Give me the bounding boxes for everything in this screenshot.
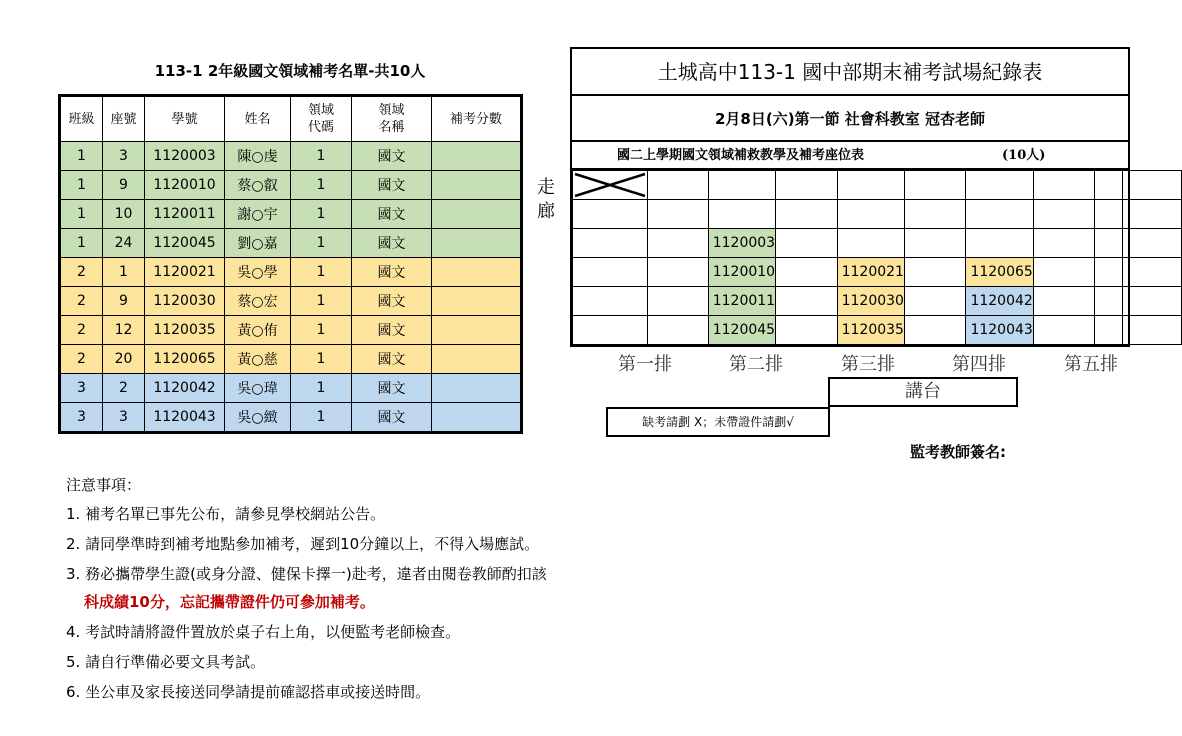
cell-seat: 3 [103,403,145,432]
header-student-id: 學號 [145,97,225,142]
row-label-3: 第三排 [841,354,895,375]
header-domain-code: 領域 代碼 [291,97,352,142]
seat-cell [1033,171,1095,200]
cell-name: 吳○學 [225,258,291,287]
seat-cell-occupied: 1120045 [708,316,775,345]
table-row [61,316,521,345]
table-row [61,200,521,229]
seat-cell [904,316,966,345]
note-item-1: 1. 補考名單已事先公布，請參見學校網站公告。 [66,505,386,523]
seat-cell [1095,171,1122,200]
cell-student-id: 1120021 [145,258,225,287]
seat-cell [904,229,966,258]
seat-cell [1095,258,1122,287]
seating-title [572,142,1128,170]
header-domain-name: 領域 名稱 [352,97,432,142]
table-row [61,229,521,258]
seat-cell [1095,200,1122,229]
cell-student-id: 1120065 [145,345,225,374]
seat-cell [776,258,838,287]
cell-name: 蔡○叡 [225,171,291,200]
note-item-4: 4. 考試時請將證件置放於桌子右上角，以便監考老師檢查。 [66,623,461,641]
seat-cell [837,171,904,200]
seat-cell-occupied: 1120010 [708,258,775,287]
absence-note: 缺考請劃 X；未帶證件請劃√ [606,407,830,437]
cell-seat: 9 [103,287,145,316]
row-label-1: 第一排 [618,354,672,375]
podium: 講台 [828,377,1018,407]
seat-grid [572,170,1182,345]
seat-cell-occupied: 1120021 [837,258,904,287]
seat-row [573,229,1182,258]
notes-heading: 注意事項： [66,476,142,494]
session-info: 2月8日(六)第一節 社會科教室 冠杏老師 [572,96,1128,142]
cell-domain-name: 國文 [352,229,432,258]
seat-cell-occupied: 1120042 [966,287,1033,316]
seat-cell [708,200,775,229]
cell-class: 3 [61,374,103,403]
seat-cell [1033,287,1095,316]
table-row [61,287,521,316]
seat-cell [573,287,648,316]
cell-score [432,403,521,432]
seat-cell-occupied: 1120003 [708,229,775,258]
cell-domain-name: 國文 [352,142,432,171]
cell-student-id: 1120042 [145,374,225,403]
header-seat: 座號 [103,97,145,142]
table-row [61,258,521,287]
cell-score [432,345,521,374]
cell-domain-name: 國文 [352,171,432,200]
seat-cell [776,287,838,316]
seat-cell [1122,171,1181,200]
seat-row [573,200,1182,229]
cell-class: 2 [61,316,103,345]
seat-cell-occupied: 1120035 [837,316,904,345]
seat-cell-occupied: 1120065 [966,258,1033,287]
roster-table [60,96,521,432]
seat-cell [966,200,1033,229]
cell-seat: 24 [103,229,145,258]
roster-header-row [61,97,521,142]
header-score: 補考分數 [432,97,521,142]
cell-score [432,258,521,287]
cell-class: 2 [61,287,103,316]
seat-cell [904,200,966,229]
row-label-4: 第四排 [952,354,1006,375]
cell-name: 黃○慈 [225,345,291,374]
seat-cell [837,229,904,258]
cell-score [432,316,521,345]
cell-score [432,287,521,316]
cell-class: 1 [61,200,103,229]
cell-name: 劉○嘉 [225,229,291,258]
cell-student-id: 1120043 [145,403,225,432]
cell-domain-code: 1 [291,200,352,229]
cell-class: 2 [61,345,103,374]
header-class: 班級 [61,97,103,142]
seating-count: (10人) [1002,148,1046,163]
seat-cell [1033,316,1095,345]
seat-cell [1033,229,1095,258]
seat-cell-occupied: 1120043 [966,316,1033,345]
cell-domain-name: 國文 [352,200,432,229]
cell-domain-name: 國文 [352,374,432,403]
cell-seat: 12 [103,316,145,345]
cell-class: 1 [61,142,103,171]
table-row [61,374,521,403]
table-row [61,345,521,374]
cell-name: 黃○侑 [225,316,291,345]
cell-seat: 1 [103,258,145,287]
seat-cell [708,171,775,200]
seat-cell-occupied: 1120011 [708,287,775,316]
seat-cell [837,200,904,229]
seat-cell [648,229,709,258]
cell-name: 吳○緻 [225,403,291,432]
cell-student-id: 1120045 [145,229,225,258]
seat-row [573,287,1182,316]
table-row [61,142,521,171]
seat-cell [1122,200,1181,229]
cell-score [432,200,521,229]
seat-row [573,171,1182,200]
cell-class: 1 [61,229,103,258]
note-item-3-emphasis: 科成績10分，忘記攜帶證件仍可參加補考。 [84,593,375,611]
cell-domain-code: 1 [291,403,352,432]
cell-domain-name: 國文 [352,258,432,287]
row-label-5: 第五排 [1064,354,1118,375]
seat-cell [1122,287,1181,316]
cell-name: 謝○宇 [225,200,291,229]
cell-student-id: 1120030 [145,287,225,316]
cell-score [432,171,521,200]
seat-cell [966,171,1033,200]
header-name: 姓名 [225,97,291,142]
note-item-5: 5. 請自行準備必要文具考試。 [66,653,266,671]
cell-domain-name: 國文 [352,287,432,316]
cell-class: 3 [61,403,103,432]
cell-student-id: 1120003 [145,142,225,171]
seat-cell [966,229,1033,258]
cell-domain-name: 國文 [352,316,432,345]
record-title: 土城高中113-1 國中部期末補考試場紀錄表 [572,49,1128,96]
cell-name: 吳○瑋 [225,374,291,403]
note-item-2: 2. 請同學準時到補考地點參加補考，遲到10分鐘以上，不得入場應試。 [66,535,540,553]
seat-cell [776,316,838,345]
seat-cell-occupied: 1120030 [837,287,904,316]
seat-cell [776,229,838,258]
seating-title-text: 國二上學期國文領域補救教學及補考座位表 [617,148,865,163]
proctor-signature-label: 監考教師簽名: [910,443,1006,461]
seat-cell [1095,316,1122,345]
cell-domain-name: 國文 [352,403,432,432]
seat-cell [573,316,648,345]
cell-class: 2 [61,258,103,287]
cell-seat: 2 [103,374,145,403]
seat-cell [1122,229,1181,258]
cell-seat: 10 [103,200,145,229]
seat-cell [904,171,966,200]
seat-cell [776,200,838,229]
seat-cell [648,258,709,287]
seat-cell [648,171,709,200]
note-item-6: 6. 坐公車及家長接送同學請提前確認搭車或接送時間。 [66,683,431,701]
crossed-seat [573,171,648,200]
seat-cell [1095,229,1122,258]
cell-name: 陳○虔 [225,142,291,171]
cell-score [432,142,521,171]
cell-domain-code: 1 [291,287,352,316]
seat-cell [648,200,709,229]
cell-student-id: 1120011 [145,200,225,229]
seat-cell [573,200,648,229]
roster-title: 113-1 2年級國文領域補考名單-共10人 [154,62,426,80]
cell-name: 蔡○宏 [225,287,291,316]
table-row [61,171,521,200]
seat-cell [1122,316,1181,345]
table-row [61,403,521,432]
seat-cell [573,229,648,258]
cell-domain-code: 1 [291,171,352,200]
cell-seat: 9 [103,171,145,200]
cell-domain-code: 1 [291,258,352,287]
seat-cell [1033,200,1095,229]
seat-row [573,316,1182,345]
seat-cell [904,287,966,316]
cell-domain-code: 1 [291,345,352,374]
seat-cell [1122,258,1181,287]
seat-cell [648,287,709,316]
cell-seat: 3 [103,142,145,171]
cell-domain-code: 1 [291,142,352,171]
cell-domain-code: 1 [291,374,352,403]
cell-domain-code: 1 [291,229,352,258]
cell-student-id: 1120010 [145,171,225,200]
seat-cell [776,171,838,200]
note-item-3: 3. 務必攜帶學生證(或身分證、健保卡擇一)赴考，違者由閱卷教師酌扣該 [66,565,547,583]
cell-score [432,374,521,403]
cell-score [432,229,521,258]
corridor-label: 走廊 [537,177,555,222]
row-label-2: 第二排 [729,354,783,375]
cell-student-id: 1120035 [145,316,225,345]
cross-mark-icon [573,172,647,198]
seat-cell [573,258,648,287]
seat-cell [648,316,709,345]
seat-cell [1033,258,1095,287]
seat-row [573,258,1182,287]
cell-seat: 20 [103,345,145,374]
cell-domain-code: 1 [291,316,352,345]
seat-cell [1095,287,1122,316]
cell-class: 1 [61,171,103,200]
seat-cell [904,258,966,287]
cell-domain-name: 國文 [352,345,432,374]
